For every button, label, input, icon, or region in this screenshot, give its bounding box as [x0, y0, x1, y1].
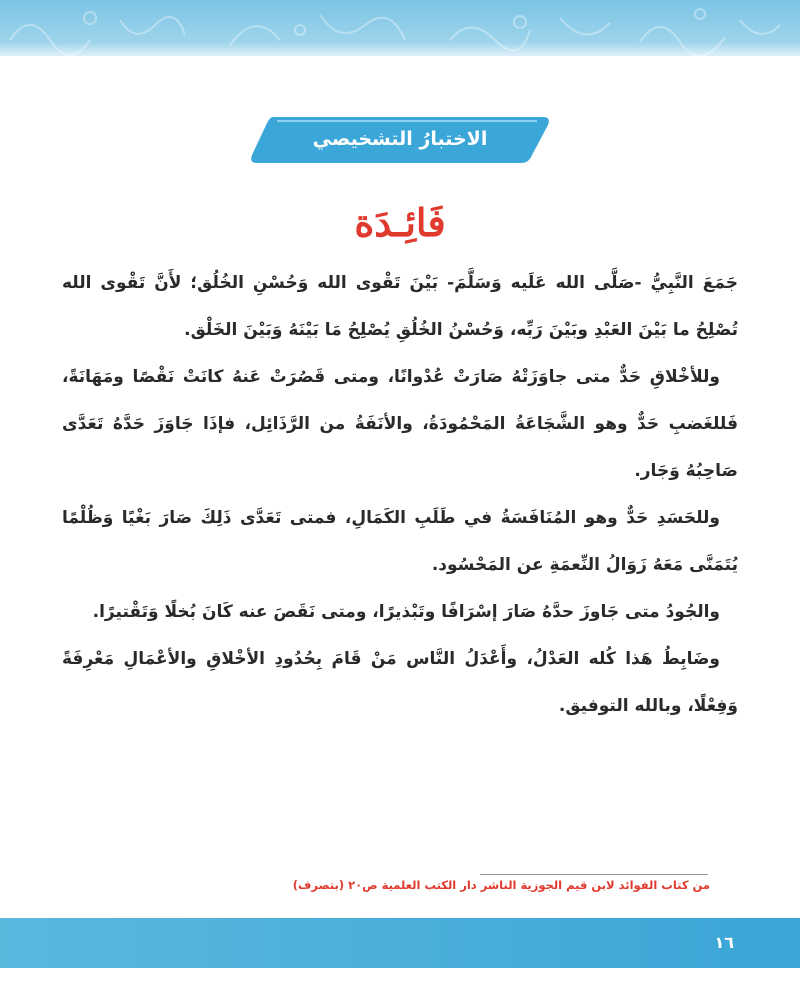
main-text — [62, 260, 738, 730]
band-fade — [0, 42, 800, 56]
paragraph-2: وللأخْلاقِ حَدٌّ متى جاوَزَتْهُ صَارَتْ عُدْوانًا، ومتى قَصُرَتْ عَنهُ كانَتْ نَقْصًا ومَهَانَةً، فَللغَضبِ حَدٌّ وهو الشَّجَاعَةُ المَحْمُودَةُ، والأنَفَةُ من الرَّذَائِل، فإذَا جَاوَزَ حَدَّهُ تَعَدَّى صَاحِبُهُ وَجَار. — [62, 367, 738, 481]
footnote-divider — [480, 874, 708, 875]
paragraph-5: وضَابِطُ هَذا كُله العَدْلُ، وأَعْدَلُ النَّاس مَنْ قَامَ بِحُدُودِ الأخْلاقِ والأعْمَالِ مَعْرِفَةً وَفِعْلًا، وبالله التوفيق. — [62, 649, 738, 716]
paragraph-4: والجُودُ متى جَاوزَ حدَّهُ صَارَ إسْرَافًا وتَبْذيرًا، ومتى نَقَصَ عنه كَانَ بُخلًا وَتَقْتيرًا. — [92, 602, 720, 622]
page-heading: فَائِـدَة — [354, 200, 446, 245]
section-banner — [247, 113, 553, 165]
page-number: ١٦ — [714, 933, 734, 952]
bottom-band — [0, 918, 800, 968]
paragraph-1: جَمَعَ النَّبِيُّ -صَلَّى الله عَلَيه وَسَلَّمَ- بَيْنَ تَقْوى الله وَحُسْنِ الخُلُق؛ لأَنَّ تَقْوى الله تُصْلِحُ ما بَيْنَ العَبْدِ وبَيْنَ رَبِّه، وَحُسْنُ الخُلُقِ يُصْلِحُ مَا بَيْنَهُ وَبَيْنَ الخَلْق. — [62, 273, 738, 340]
banner-title: الاختبارُ التشخيصي — [312, 128, 488, 150]
top-decorative-band — [0, 0, 800, 56]
paragraph-3: وللحَسَدِ حَدٌّ وهو المُنَافَسَةُ في طَلَبِ الكَمَالِ، فمتى تَعَدَّى ذَلِكَ صَارَ بَغْيًا وَظُلْمًا يُتَمَنَّى مَعَهُ زَوَالُ النِّعمَةِ عن المَحْسُود. — [62, 508, 738, 575]
bottom-margin — [0, 968, 800, 985]
footnote-source: من كتاب الفوائد لابن قيم الجوزية الناشر دار الكتب العلمية ص٢٠ (بتصرف) — [292, 878, 710, 892]
